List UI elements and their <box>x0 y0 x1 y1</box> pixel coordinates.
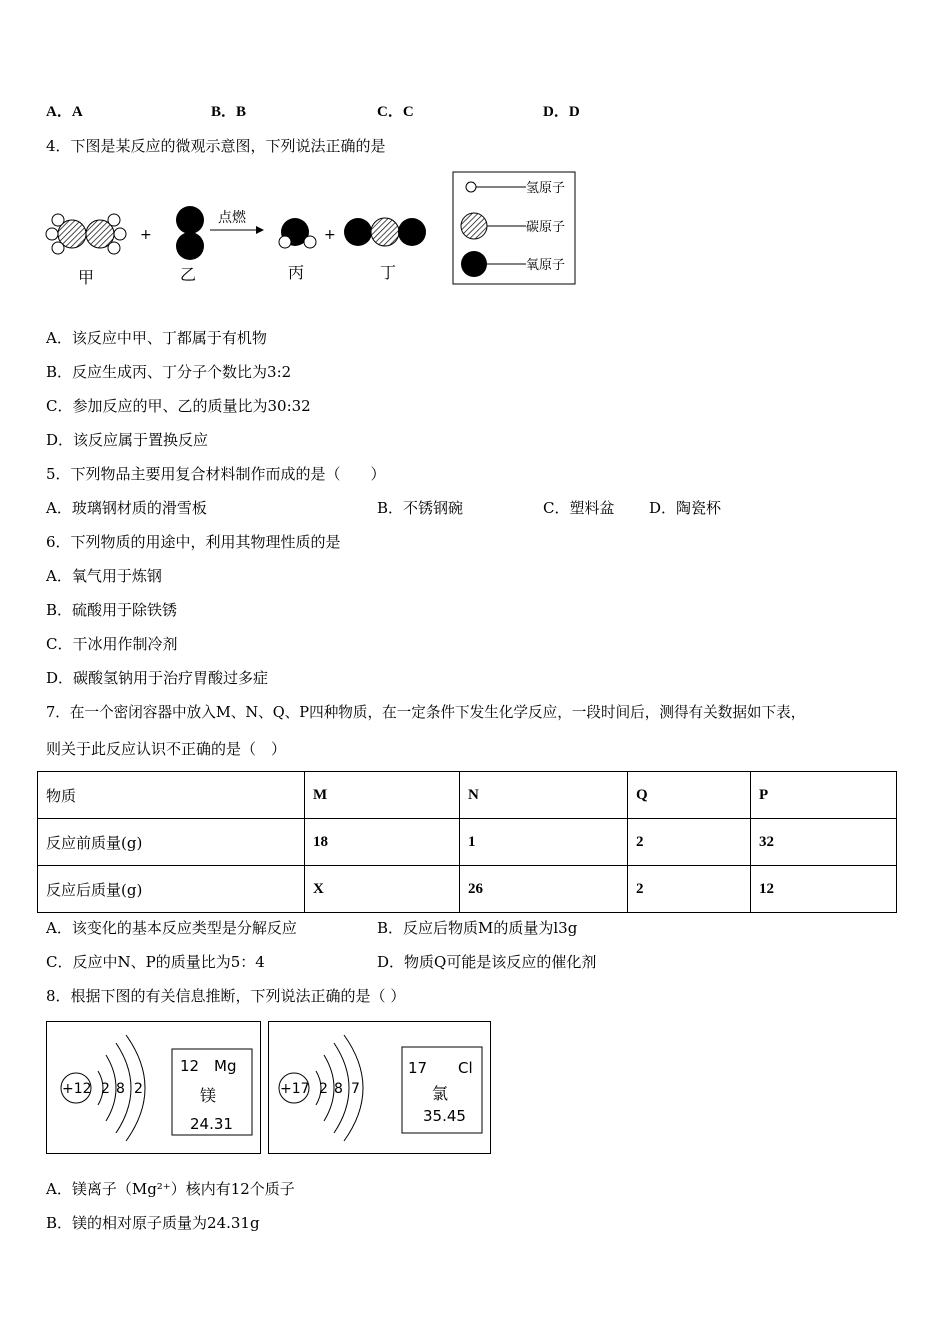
table-cell: P <box>751 772 897 819</box>
legend-hydrogen: 氢原子 <box>526 181 566 196</box>
table-cell: 物质 <box>38 772 305 819</box>
label-ding: 丁 <box>380 263 397 282</box>
q4-option-d: D．该反应属于置换反应 <box>46 431 209 449</box>
q5-stem: 5．下列物品主要用复合材料制作而成的是（ ） <box>46 465 386 483</box>
table-row <box>38 866 897 913</box>
label-bing: 丙 <box>288 263 305 282</box>
cl-symbol: Cl <box>458 1059 473 1077</box>
table-cell: 26 <box>460 866 628 913</box>
cl-shell-1: 2 <box>319 1081 328 1097</box>
cl-name: 氯 <box>432 1084 449 1103</box>
table-cell: 反应前质量(g) <box>38 819 305 866</box>
q5-option-b: B．不锈钢碗 <box>377 499 464 517</box>
molecule-bing <box>279 218 316 248</box>
q4-option-c: C．参加反应的甲、乙的质量比为30:32 <box>46 397 311 415</box>
mass-table <box>37 771 897 913</box>
mg-shell-2: 8 <box>116 1081 125 1097</box>
table-header-row <box>38 772 897 819</box>
q3-option-a: A．A <box>46 104 83 120</box>
mg-nucleus: +12 <box>62 1081 92 1097</box>
table-cell: 反应后质量(g) <box>38 866 305 913</box>
q4-option-b: B．反应生成丙、丁分子个数比为3:2 <box>46 363 292 381</box>
molecule-ding <box>344 218 426 246</box>
q5-option-c: C．塑料盆 <box>543 499 615 517</box>
cl-shell-2: 8 <box>334 1081 343 1097</box>
mg-mass: 24.31 <box>190 1115 233 1133</box>
table-cell: N <box>460 772 628 819</box>
chlorine-panel <box>268 1021 492 1155</box>
cl-mass: 35.45 <box>423 1107 466 1125</box>
q4-stem: 4．下图是某反应的微观示意图，下列说法正确的是 <box>46 137 386 155</box>
legend-oxygen: 氧原子 <box>526 258 566 273</box>
reaction-condition: 点燃 <box>218 210 246 226</box>
q4-option-a: A．该反应中甲、丁都属于有机物 <box>46 329 267 347</box>
molecule-yi <box>176 206 204 260</box>
table-cell: M <box>305 772 460 819</box>
table-row <box>38 819 897 866</box>
q7-stem-line1: 7．在一个密闭容器中放入M、N、Q、P四种物质，在一定条件下发生化学反应，一段时间后，测得有关数据如下表， <box>46 704 806 721</box>
q6-option-d: D．碳酸氢钠用于治疗胃酸过多症 <box>46 669 269 687</box>
q7-stem-line2: 则关于此反应认识不正确的是（ ） <box>46 740 287 758</box>
table-cell: 2 <box>628 866 751 913</box>
q8-option-b: B．镁的相对原子质量为24.31g <box>46 1214 260 1232</box>
molecule-jia <box>46 214 126 254</box>
table-cell: X <box>305 866 460 913</box>
cl-nucleus: +17 <box>280 1081 310 1097</box>
cl-shell-3: 7 <box>351 1081 360 1097</box>
mg-shell-1: 2 <box>101 1081 110 1097</box>
q3-option-c: C．C <box>377 104 414 120</box>
mg-name: 镁 <box>200 1086 217 1105</box>
q3-option-d: D．D <box>543 104 580 120</box>
mg-symbol: Mg <box>214 1057 237 1075</box>
legend-carbon: 碳原子 <box>526 220 566 235</box>
table-cell: 2 <box>628 819 751 866</box>
q6-option-c: C．干冰用作制冷剂 <box>46 635 178 653</box>
reaction-diagram <box>40 170 590 290</box>
cl-number: 17 <box>408 1059 428 1077</box>
q5-option-d: D．陶瓷杯 <box>649 499 722 517</box>
table-cell: 12 <box>751 866 897 913</box>
q6-option-b: B．硫酸用于除铁锈 <box>46 601 178 619</box>
table-cell: 32 <box>751 819 897 866</box>
table-cell: 18 <box>305 819 460 866</box>
q6-stem: 6．下列物质的用途中，利用其物理性质的是 <box>46 533 341 551</box>
table-cell: Q <box>628 772 751 819</box>
q7-option-c: C．反应中N、P的质量比为5：4 <box>46 953 265 971</box>
mg-number: 12 <box>180 1057 200 1075</box>
q3-option-b: B．B <box>211 104 247 120</box>
q5-option-a: A．玻璃钢材质的滑雪板 <box>46 499 207 517</box>
q8-stem: 8．根据下图的有关信息推断，下列说法正确的是（ ） <box>46 987 406 1005</box>
table-cell: 1 <box>460 819 628 866</box>
label-jia: 甲 <box>78 268 95 287</box>
magnesium-panel <box>46 1021 262 1155</box>
q8-option-a: A．镁离子（Mg²⁺）核内有12个质子 <box>46 1180 295 1198</box>
q7-option-d: D．物质Q可能是该反应的催化剂 <box>377 953 597 971</box>
q7-option-a: A．该变化的基本反应类型是分解反应 <box>46 919 297 937</box>
mg-shell-3: 2 <box>134 1081 143 1097</box>
q7-option-b: B．反应后物质M的质量为l3g <box>377 919 578 937</box>
svg-text:+: + <box>324 227 336 243</box>
label-yi: 乙 <box>180 265 197 284</box>
q6-option-a: A．氧气用于炼钢 <box>46 567 162 585</box>
svg-text:+: + <box>140 227 152 243</box>
